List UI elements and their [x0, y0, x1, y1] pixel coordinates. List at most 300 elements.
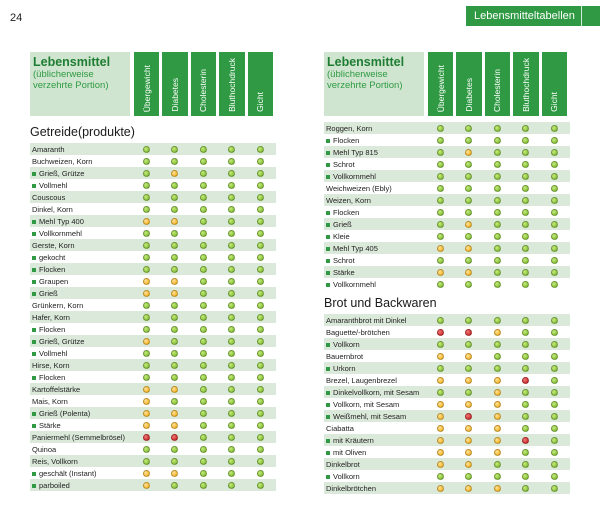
green-dot-icon	[200, 302, 207, 309]
rating-cell	[485, 425, 510, 432]
green-dot-icon	[200, 482, 207, 489]
table-row	[30, 395, 276, 407]
sub-item-bullet-icon	[32, 352, 36, 356]
rating-cell	[428, 173, 453, 180]
green-dot-icon	[257, 170, 264, 177]
rating-cell	[219, 146, 244, 153]
table-row	[324, 434, 570, 446]
rating-cell	[513, 341, 538, 348]
sub-item-bullet-icon	[326, 211, 330, 215]
rating-cell	[191, 218, 216, 225]
rating-cell	[162, 326, 187, 333]
rating-cell	[456, 281, 481, 288]
rating-cell	[248, 302, 273, 309]
rating-cell	[134, 182, 159, 189]
rating-cell	[219, 434, 244, 441]
yellow-dot-icon	[437, 449, 444, 456]
green-dot-icon	[228, 362, 235, 369]
green-dot-icon	[551, 125, 558, 132]
food-name: mit Oliven	[324, 448, 424, 457]
rating-cell	[191, 182, 216, 189]
yellow-dot-icon	[171, 422, 178, 429]
yellow-dot-icon	[143, 398, 150, 405]
table-row	[30, 455, 276, 467]
green-dot-icon	[143, 302, 150, 309]
green-dot-icon	[200, 206, 207, 213]
green-dot-icon	[522, 173, 529, 180]
rating-cell	[191, 146, 216, 153]
green-dot-icon	[437, 221, 444, 228]
green-dot-icon	[494, 173, 501, 180]
green-dot-icon	[200, 446, 207, 453]
table-row	[30, 287, 276, 299]
green-dot-icon	[228, 290, 235, 297]
rating-cell	[248, 446, 273, 453]
green-dot-icon	[228, 194, 235, 201]
rating-cell	[456, 437, 481, 444]
rating-cell	[542, 197, 567, 204]
green-dot-icon	[171, 206, 178, 213]
yellow-dot-icon	[465, 485, 472, 492]
rating-cell	[428, 257, 453, 264]
yellow-dot-icon	[465, 221, 472, 228]
rating-cell	[485, 209, 510, 216]
yellow-dot-icon	[465, 245, 472, 252]
table-row	[324, 398, 570, 410]
rating-cell	[162, 170, 187, 177]
yellow-dot-icon	[143, 422, 150, 429]
food-name: geschält (Instant)	[30, 469, 130, 478]
rating-cell	[513, 173, 538, 180]
yellow-dot-icon	[437, 269, 444, 276]
rating-cell	[134, 386, 159, 393]
sub-item-bullet-icon	[326, 367, 330, 371]
yellow-dot-icon	[437, 437, 444, 444]
rating-cell	[428, 425, 453, 432]
food-name: Vollkornmehl	[324, 280, 424, 289]
table-row	[30, 443, 276, 455]
food-name: Grieß (Polenta)	[30, 409, 130, 418]
rating-cell	[162, 482, 187, 489]
table-row	[30, 275, 276, 287]
green-dot-icon	[494, 461, 501, 468]
food-name: Quinoa	[32, 444, 57, 454]
rating-cell	[191, 302, 216, 309]
rating-cell	[542, 221, 567, 228]
food-name: Ciabatta	[326, 423, 354, 433]
rating-cell	[428, 317, 453, 324]
green-dot-icon	[171, 146, 178, 153]
green-dot-icon	[437, 365, 444, 372]
green-dot-icon	[171, 230, 178, 237]
sub-item-bullet-icon	[326, 259, 330, 263]
green-dot-icon	[522, 389, 529, 396]
green-dot-icon	[171, 446, 178, 453]
rating-cell	[219, 362, 244, 369]
rating-cell	[162, 374, 187, 381]
rating-cell	[542, 257, 567, 264]
rating-cell	[456, 317, 481, 324]
rating-cell	[428, 449, 453, 456]
sub-item-bullet-icon	[32, 424, 36, 428]
green-dot-icon	[465, 197, 472, 204]
right-table-body-1	[324, 122, 570, 290]
food-name: Flocken	[30, 325, 130, 334]
sub-item-bullet-icon	[326, 475, 330, 479]
rating-cell	[162, 254, 187, 261]
rating-cell	[428, 401, 453, 408]
rating-cell	[513, 437, 538, 444]
table-row	[324, 458, 570, 470]
rating-cell	[428, 161, 453, 168]
column-header-bluthochdruck: Bluthochdruck	[513, 52, 538, 116]
green-dot-icon	[522, 353, 529, 360]
section-banner	[466, 6, 600, 42]
sub-item-bullet-icon	[326, 175, 330, 179]
rating-cell	[191, 434, 216, 441]
sub-item-bullet-icon	[32, 376, 36, 380]
green-dot-icon	[228, 146, 235, 153]
rating-cell	[542, 401, 567, 408]
table-row	[324, 278, 570, 290]
column-header-diabetes: Diabetes	[162, 52, 187, 116]
green-dot-icon	[200, 458, 207, 465]
green-dot-icon	[465, 209, 472, 216]
rating-cell	[248, 230, 273, 237]
food-name: Grünkern, Korn	[32, 300, 84, 310]
food-name: mit Kräutern	[324, 436, 424, 445]
green-dot-icon	[551, 413, 558, 420]
green-dot-icon	[551, 389, 558, 396]
rating-cell	[162, 458, 187, 465]
green-dot-icon	[143, 206, 150, 213]
rating-cell	[542, 149, 567, 156]
yellow-dot-icon	[143, 290, 150, 297]
green-dot-icon	[257, 146, 264, 153]
green-dot-icon	[257, 350, 264, 357]
rating-cell	[542, 389, 567, 396]
green-dot-icon	[228, 254, 235, 261]
green-dot-icon	[522, 365, 529, 372]
sub-item-bullet-icon	[326, 451, 330, 455]
column-header-bluthochdruck: Bluthochdruck	[219, 52, 244, 116]
rating-cell	[162, 470, 187, 477]
green-dot-icon	[228, 242, 235, 249]
green-dot-icon	[522, 185, 529, 192]
yellow-dot-icon	[494, 377, 501, 384]
green-dot-icon	[437, 125, 444, 132]
rating-cell	[219, 266, 244, 273]
green-dot-icon	[494, 149, 501, 156]
red-dot-icon	[143, 434, 150, 441]
green-dot-icon	[494, 257, 501, 264]
table-row	[324, 266, 570, 278]
yellow-dot-icon	[143, 218, 150, 225]
table-row	[324, 134, 570, 146]
rating-cell	[456, 485, 481, 492]
green-dot-icon	[171, 314, 178, 321]
green-dot-icon	[551, 257, 558, 264]
header-title: Lebensmittel	[327, 55, 405, 69]
green-dot-icon	[551, 161, 558, 168]
rating-cell	[428, 149, 453, 156]
left-table-body	[30, 143, 276, 491]
yellow-dot-icon	[437, 461, 444, 468]
food-name: Stärke	[324, 268, 424, 277]
rating-cell	[513, 413, 538, 420]
rating-cell	[219, 218, 244, 225]
green-dot-icon	[522, 413, 529, 420]
sub-item-bullet-icon	[32, 232, 36, 236]
green-dot-icon	[522, 125, 529, 132]
yellow-dot-icon	[171, 470, 178, 477]
rating-cell	[134, 146, 159, 153]
yellow-dot-icon	[465, 149, 472, 156]
green-dot-icon	[200, 326, 207, 333]
rating-cell	[428, 125, 453, 132]
yellow-dot-icon	[143, 482, 150, 489]
green-dot-icon	[465, 185, 472, 192]
green-dot-icon	[171, 302, 178, 309]
green-dot-icon	[200, 350, 207, 357]
green-dot-icon	[257, 302, 264, 309]
green-dot-icon	[257, 254, 264, 261]
green-dot-icon	[171, 158, 178, 165]
rating-cell	[513, 233, 538, 240]
table-row	[30, 347, 276, 359]
rating-cell	[456, 185, 481, 192]
food-name: Hirse, Korn	[32, 360, 70, 370]
rating-cell	[456, 125, 481, 132]
green-dot-icon	[257, 230, 264, 237]
yellow-dot-icon	[171, 218, 178, 225]
rating-cell	[485, 377, 510, 384]
table-row	[324, 470, 570, 482]
food-name: Amaranth	[32, 144, 65, 154]
green-dot-icon	[465, 137, 472, 144]
green-dot-icon	[494, 161, 501, 168]
rating-cell	[248, 326, 273, 333]
green-dot-icon	[437, 341, 444, 348]
rating-cell	[134, 362, 159, 369]
rating-cell	[134, 482, 159, 489]
rating-cell	[542, 425, 567, 432]
sub-item-bullet-icon	[32, 256, 36, 260]
rating-cell	[219, 254, 244, 261]
sub-item-bullet-icon	[326, 151, 330, 155]
rating-cell	[428, 233, 453, 240]
food-name: Kartoffelstärke	[32, 384, 81, 394]
rating-cell	[134, 410, 159, 417]
rating-cell	[456, 269, 481, 276]
rating-cell	[428, 221, 453, 228]
yellow-dot-icon	[437, 425, 444, 432]
rating-cell	[542, 413, 567, 420]
rating-cell	[485, 473, 510, 480]
green-dot-icon	[551, 221, 558, 228]
rating-cell	[191, 242, 216, 249]
green-dot-icon	[437, 389, 444, 396]
rating-cell	[485, 341, 510, 348]
table-row	[324, 146, 570, 158]
green-dot-icon	[551, 449, 558, 456]
green-dot-icon	[200, 266, 207, 273]
rating-cell	[134, 254, 159, 261]
rating-cell	[542, 281, 567, 288]
green-dot-icon	[143, 314, 150, 321]
sub-item-bullet-icon	[32, 292, 36, 296]
header-title-box	[30, 52, 130, 116]
rating-cell	[219, 314, 244, 321]
rating-cell	[542, 137, 567, 144]
rating-cell	[428, 185, 453, 192]
table-row	[30, 215, 276, 227]
green-dot-icon	[522, 317, 529, 324]
rating-cell	[248, 422, 273, 429]
table-row	[30, 431, 276, 443]
food-name: Vollkorn	[324, 340, 424, 349]
rating-cell	[248, 470, 273, 477]
green-dot-icon	[551, 269, 558, 276]
rating-cell	[162, 410, 187, 417]
rating-cell	[162, 242, 187, 249]
green-dot-icon	[200, 194, 207, 201]
yellow-dot-icon	[494, 389, 501, 396]
green-dot-icon	[465, 125, 472, 132]
rating-cell	[248, 218, 273, 225]
rating-cell	[513, 317, 538, 324]
food-name: Flocken	[324, 136, 424, 145]
food-name: Dinkel, Korn	[32, 204, 73, 214]
table-row	[324, 338, 570, 350]
green-dot-icon	[494, 209, 501, 216]
rating-cell	[162, 194, 187, 201]
rating-cell	[542, 269, 567, 276]
green-dot-icon	[228, 314, 235, 321]
table-row	[324, 206, 570, 218]
sub-item-bullet-icon	[326, 139, 330, 143]
green-dot-icon	[228, 158, 235, 165]
page-number-left: 24	[10, 12, 23, 24]
green-dot-icon	[551, 425, 558, 432]
green-dot-icon	[465, 257, 472, 264]
table-row	[30, 383, 276, 395]
green-dot-icon	[494, 125, 501, 132]
yellow-dot-icon	[143, 470, 150, 477]
green-dot-icon	[228, 206, 235, 213]
rating-cell	[219, 386, 244, 393]
green-dot-icon	[200, 242, 207, 249]
green-dot-icon	[143, 146, 150, 153]
food-name: Flocken	[30, 373, 130, 382]
rating-cell	[513, 209, 538, 216]
rating-cell	[219, 290, 244, 297]
column-header-diabetes: Diabetes	[456, 52, 481, 116]
green-dot-icon	[494, 341, 501, 348]
rating-cell	[485, 449, 510, 456]
green-dot-icon	[257, 338, 264, 345]
rating-cell	[513, 221, 538, 228]
food-name: Weißmehl, mit Sesam	[324, 412, 424, 421]
header-subtitle: (üblicherweise verzehrte Portion)	[33, 69, 109, 91]
rating-cell	[162, 266, 187, 273]
green-dot-icon	[465, 341, 472, 348]
green-dot-icon	[465, 281, 472, 288]
table-header-right	[324, 52, 570, 116]
food-name: Schrot	[324, 256, 424, 265]
green-dot-icon	[551, 461, 558, 468]
green-dot-icon	[143, 182, 150, 189]
green-dot-icon	[200, 374, 207, 381]
column-header-cholesterin: Cholesterin	[485, 52, 510, 116]
table-row	[30, 239, 276, 251]
page-number-right: 25	[474, 30, 487, 42]
green-dot-icon	[228, 458, 235, 465]
rating-cell	[219, 206, 244, 213]
rating-cell	[191, 386, 216, 393]
rating-cell	[191, 338, 216, 345]
rating-cell	[542, 317, 567, 324]
table-row	[324, 218, 570, 230]
green-dot-icon	[465, 389, 472, 396]
rating-cell	[191, 326, 216, 333]
rating-cell	[134, 170, 159, 177]
green-dot-icon	[494, 233, 501, 240]
rating-cell	[542, 377, 567, 384]
green-dot-icon	[551, 281, 558, 288]
rating-cell	[485, 125, 510, 132]
table-header-left	[30, 52, 276, 116]
rating-cell	[134, 458, 159, 465]
rating-cell	[248, 206, 273, 213]
green-dot-icon	[143, 374, 150, 381]
rating-cell	[219, 458, 244, 465]
green-dot-icon	[551, 245, 558, 252]
table-row	[324, 362, 570, 374]
yellow-dot-icon	[171, 290, 178, 297]
yellow-dot-icon	[494, 329, 501, 336]
rating-cell	[134, 194, 159, 201]
rating-cell	[162, 218, 187, 225]
food-name: Flocken	[324, 208, 424, 217]
rating-cell	[191, 446, 216, 453]
red-dot-icon	[437, 329, 444, 336]
rating-cell	[456, 461, 481, 468]
rating-cell	[485, 185, 510, 192]
table-row	[324, 230, 570, 242]
food-name: Stärke	[30, 421, 130, 430]
rating-cell	[428, 281, 453, 288]
rating-cell	[542, 245, 567, 252]
green-dot-icon	[228, 410, 235, 417]
food-name: Mais, Korn	[32, 396, 68, 406]
sub-item-bullet-icon	[32, 268, 36, 272]
yellow-dot-icon	[143, 386, 150, 393]
rating-cell	[542, 365, 567, 372]
red-dot-icon	[465, 413, 472, 420]
food-name: Vollmehl	[30, 181, 130, 190]
sub-item-bullet-icon	[326, 283, 330, 287]
green-dot-icon	[522, 329, 529, 336]
table-row	[30, 251, 276, 263]
yellow-dot-icon	[171, 170, 178, 177]
green-dot-icon	[257, 314, 264, 321]
green-dot-icon	[551, 197, 558, 204]
sub-item-bullet-icon	[326, 235, 330, 239]
sub-item-bullet-icon	[32, 412, 36, 416]
green-dot-icon	[257, 290, 264, 297]
rating-cell	[542, 353, 567, 360]
